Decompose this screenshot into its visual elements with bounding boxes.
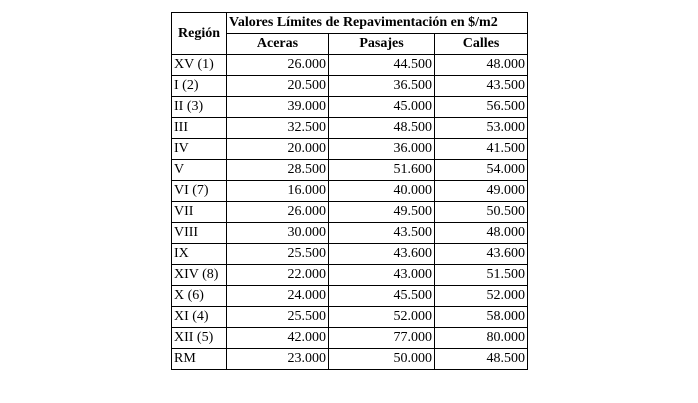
aceras-cell: 26.000	[227, 55, 329, 76]
aceras-cell: 42.000	[227, 328, 329, 349]
pasajes-cell: 52.000	[329, 307, 435, 328]
region-cell: II (3)	[172, 97, 227, 118]
calles-cell: 50.500	[435, 202, 528, 223]
aceras-cell: 22.000	[227, 265, 329, 286]
calles-cell: 41.500	[435, 139, 528, 160]
table-row	[172, 286, 528, 307]
table-row	[172, 307, 528, 328]
region-cell: VIII	[172, 223, 227, 244]
calles-cell: 53.000	[435, 118, 528, 139]
table-row	[172, 97, 528, 118]
aceras-cell: 24.000	[227, 286, 329, 307]
table-row	[172, 223, 528, 244]
pasajes-cell: 44.500	[329, 55, 435, 76]
table-row	[172, 160, 528, 181]
header-row-group	[172, 13, 528, 34]
pasajes-cell: 49.500	[329, 202, 435, 223]
pasajes-cell: 77.000	[329, 328, 435, 349]
repavimentation-limits-table	[171, 12, 528, 370]
calles-cell: 48.500	[435, 349, 528, 370]
region-cell: VI (7)	[172, 181, 227, 202]
region-cell: V	[172, 160, 227, 181]
table-body	[172, 55, 528, 370]
column-header-aceras: Aceras	[227, 34, 329, 55]
table-row	[172, 181, 528, 202]
calles-cell: 54.000	[435, 160, 528, 181]
pasajes-cell: 45.500	[329, 286, 435, 307]
region-cell: VII	[172, 202, 227, 223]
aceras-cell: 25.500	[227, 244, 329, 265]
table-row	[172, 328, 528, 349]
region-cell: IV	[172, 139, 227, 160]
pasajes-cell: 36.000	[329, 139, 435, 160]
calles-cell: 49.000	[435, 181, 528, 202]
pasajes-cell: 45.000	[329, 97, 435, 118]
pasajes-cell: 48.500	[329, 118, 435, 139]
pasajes-cell: 43.500	[329, 223, 435, 244]
column-header-pasajes: Pasajes	[329, 34, 435, 55]
calles-cell: 52.000	[435, 286, 528, 307]
aceras-cell: 26.000	[227, 202, 329, 223]
calles-cell: 80.000	[435, 328, 528, 349]
table-row	[172, 55, 528, 76]
aceras-cell: 20.000	[227, 139, 329, 160]
pasajes-cell: 40.000	[329, 181, 435, 202]
pasajes-cell: 36.500	[329, 76, 435, 97]
calles-cell: 56.500	[435, 97, 528, 118]
pasajes-cell: 43.000	[329, 265, 435, 286]
region-cell: RM	[172, 349, 227, 370]
calles-cell: 43.600	[435, 244, 528, 265]
table-row	[172, 139, 528, 160]
calles-cell: 48.000	[435, 55, 528, 76]
table-row	[172, 349, 528, 370]
region-cell: XI (4)	[172, 307, 227, 328]
aceras-cell: 39.000	[227, 97, 329, 118]
pasajes-cell: 50.000	[329, 349, 435, 370]
table-row	[172, 244, 528, 265]
aceras-cell: 16.000	[227, 181, 329, 202]
aceras-cell: 28.500	[227, 160, 329, 181]
region-header: Región	[172, 13, 227, 55]
region-cell: III	[172, 118, 227, 139]
column-header-calles: Calles	[435, 34, 528, 55]
calles-cell: 51.500	[435, 265, 528, 286]
calles-cell: 48.000	[435, 223, 528, 244]
table-row	[172, 202, 528, 223]
calles-cell: 43.500	[435, 76, 528, 97]
region-cell: IX	[172, 244, 227, 265]
table-header	[172, 13, 528, 55]
region-cell: XV (1)	[172, 55, 227, 76]
aceras-cell: 30.000	[227, 223, 329, 244]
aceras-cell: 25.500	[227, 307, 329, 328]
region-cell: XII (5)	[172, 328, 227, 349]
table-row	[172, 265, 528, 286]
table-row	[172, 76, 528, 97]
pasajes-cell: 43.600	[329, 244, 435, 265]
aceras-cell: 20.500	[227, 76, 329, 97]
table-row	[172, 118, 528, 139]
region-cell: I (2)	[172, 76, 227, 97]
region-cell: XIV (8)	[172, 265, 227, 286]
aceras-cell: 23.000	[227, 349, 329, 370]
pasajes-cell: 51.600	[329, 160, 435, 181]
calles-cell: 58.000	[435, 307, 528, 328]
group-header: Valores Límites de Repavimentación en $/m2	[227, 13, 528, 34]
region-cell: X (6)	[172, 286, 227, 307]
aceras-cell: 32.500	[227, 118, 329, 139]
